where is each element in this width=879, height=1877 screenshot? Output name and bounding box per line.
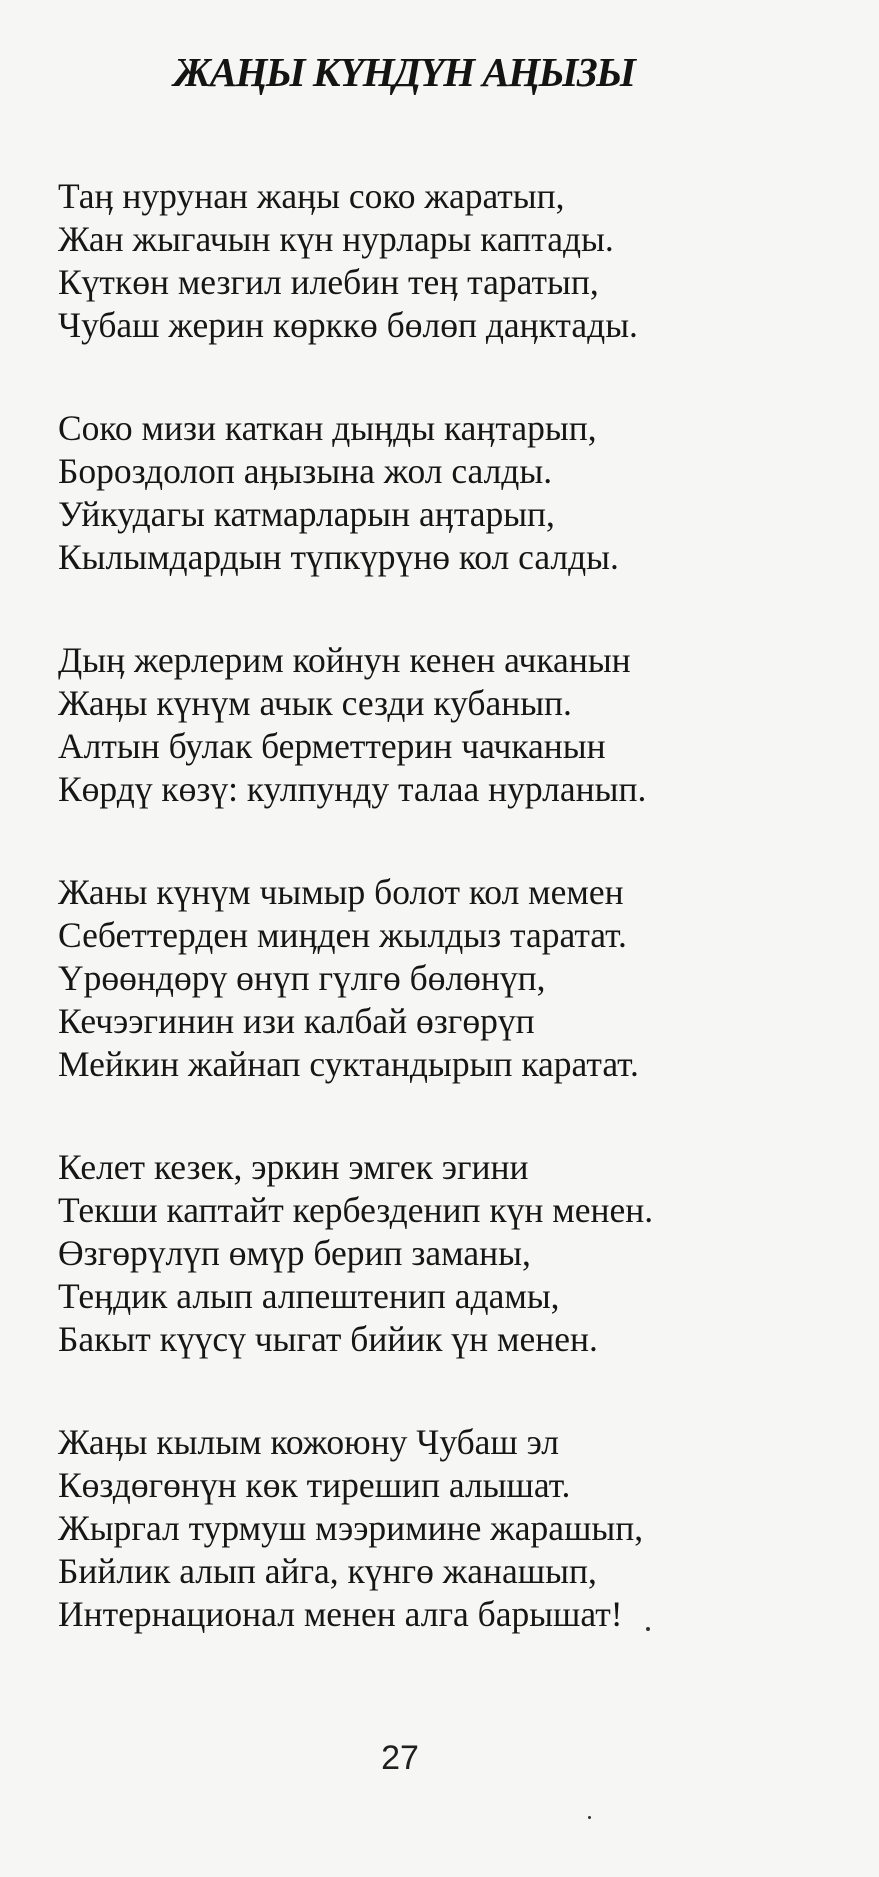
print-speck	[588, 1816, 591, 1819]
poem-line: Жаӊы кылым кожоюну Чубаш эл	[58, 1422, 559, 1462]
poem-title: ЖАҢЫ КҮНДҮН АҢЫЗЫ	[173, 49, 635, 95]
poem-line: Уйкудагы катмарларын аӊтарып,	[58, 494, 555, 534]
poem-line: Текши каптайт кербезденип күн менен.	[58, 1190, 654, 1230]
stanza-5	[58, 1146, 838, 1361]
poem-line: Алтын булак берметтерин чачканын	[58, 726, 606, 766]
poem-line: Соко мизи каткан дыӊды каӊтарып,	[58, 408, 597, 448]
poem-line: Теӊдик алып алпештенип адамы,	[58, 1276, 560, 1316]
poem-line: Таӊ нурунан жаӊы соко жаратып,	[58, 176, 565, 216]
page-number: 27	[381, 1739, 419, 1777]
stanza-2	[58, 407, 838, 579]
poem-line: Күткөн мезгил илебин теӊ таратып,	[58, 262, 599, 302]
poem-line: Өзгөрүлүп өмүр берип заманы,	[58, 1233, 531, 1273]
poem-line: Бороздолоп аӊызына жол салды.	[58, 451, 553, 491]
poem-line: Жаны күнүм чымыр болот кол мемен	[58, 872, 624, 912]
poem-line: Себеттерден миӊден жылдыз таратат.	[58, 915, 627, 955]
poem-line: Көздөгөнүн көк тирешип алышат.	[58, 1465, 571, 1505]
stanza-6	[58, 1421, 838, 1636]
poem-line: Көрдү көзү: кулпунду талаа нурланып.	[58, 769, 647, 809]
poem-line: Кечээгинин изи калбай өзгөрүп	[58, 1001, 535, 1041]
poem-line: Жан жыгачын күн нурлары каптады.	[58, 219, 614, 259]
poem-line: Үрөөндөрү өнүп гүлгө бөлөнүп,	[58, 958, 546, 998]
poem-line: Бакыт күүсү чыгат бийик үн менен.	[58, 1319, 598, 1359]
poem-line: Келет кезек, эркин эмгек эгини	[58, 1147, 529, 1187]
poem-line: Жыргал турмуш мээримине жарашып,	[58, 1508, 644, 1548]
stanza-4	[58, 871, 838, 1086]
poem-line: Кылымдардын түпкүрүнө кол салды.	[58, 537, 619, 577]
poem-line: Бийлик алып айга, күнгө жанашып,	[58, 1551, 597, 1591]
poem-line: Жаӊы күнүм ачык сезди кубанып.	[58, 683, 572, 723]
stanza-1	[58, 175, 838, 347]
poem-line: Интернационал менен алга барышат!	[58, 1594, 623, 1634]
poem-body	[58, 175, 838, 1696]
stanza-3	[58, 639, 838, 811]
poem-line: Дыӊ жерлерим койнун кенен ачканын	[58, 640, 631, 680]
poem-line: Мейкин жайнап суктандырып каратат.	[58, 1044, 639, 1084]
poem-line: Чубаш жерин көрккө бөлөп даӊктады.	[58, 305, 638, 345]
print-speck	[646, 1627, 650, 1631]
